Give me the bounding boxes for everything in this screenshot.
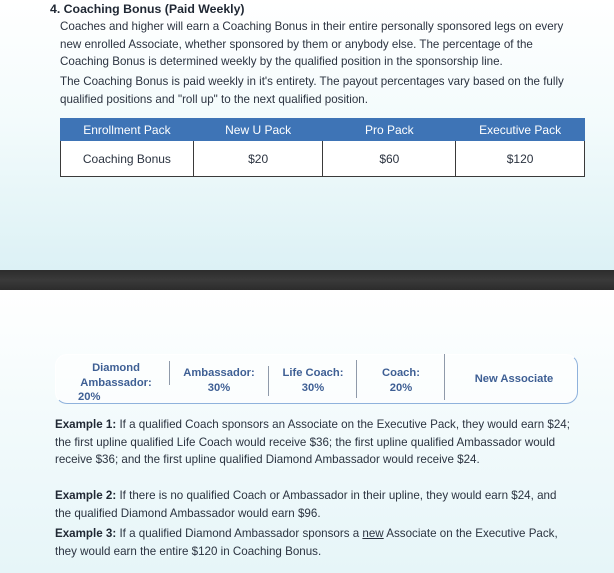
cell-executive-amount: $120 (456, 141, 585, 177)
header-new-u-pack: New U Pack (193, 119, 323, 141)
rank-separator (268, 366, 269, 396)
example-2 (55, 487, 575, 522)
rank-ambassador-title: Ambassador: (183, 367, 255, 379)
rank-coach-title: Coach: (382, 367, 420, 379)
rank-separator (444, 354, 445, 400)
intro-paragraph: Coaches and higher will earn a Coaching Bonus in their entire personally sponsored legs on every new enrolled Associate, whether sponsored by them or anybody else. The percentage of the Coaching Bonus is determined weekly by the qualified position in the sponsorship line. (60, 20, 564, 69)
table-header-row (61, 119, 585, 141)
example-3-text-end: Associate on the Executive Pack, they would earn the entire $120 in Coaching Bonus. (55, 527, 558, 558)
rank-diamond-ambassador (72, 361, 160, 405)
payout-paragraph: The Coaching Bonus is paid weekly in it's entirety. The payout percentages vary based on the fully qualified positions and "roll up" to the next qualified position. (60, 75, 564, 106)
cell-pro-amount: $60 (323, 141, 456, 177)
example-1 (55, 416, 575, 469)
header-executive-pack: Executive Pack (456, 119, 585, 141)
rank-ambassador-percent: 30% (207, 381, 231, 394)
header-enrollment-pack: Enrollment Pack (61, 119, 194, 141)
example-2-label: Example 2: (55, 489, 117, 502)
rank-separator (356, 360, 357, 398)
example-3 (55, 525, 575, 560)
header-pro-pack: Pro Pack (323, 119, 456, 141)
rank-separator (169, 361, 170, 385)
example-3-text-start: If a qualified Diamond Ambassador sponsors a (116, 527, 363, 540)
coaching-bonus-table (60, 118, 585, 177)
table-row (61, 141, 585, 177)
rank-coach (368, 366, 434, 395)
rank-life-coach (276, 366, 350, 395)
example-3-underlined-word: new (362, 527, 384, 540)
page-divider (0, 270, 614, 290)
example-2-text: If there is no qualified Coach or Ambassador in their upline, they would earn $24, and the qualified Diamond Ambassador would earn $96. (55, 489, 557, 520)
cell-new-u-amount: $20 (193, 141, 323, 177)
rank-life-coach-title: Life Coach: (282, 367, 344, 379)
rank-life-coach-percent: 30% (301, 381, 325, 394)
section-heading: 4. Coaching Bonus (Paid Weekly) (50, 2, 245, 16)
example-1-text: If a qualified Coach sponsors an Associate on the Executive Pack, they would earn $24; the first upline qualified Life Coach would receive $36; the first upline qualified Ambassador would receive $36; and the first upline qualified Diamond Ambassador would receive $24. (55, 418, 570, 467)
rank-diamond-percent: 20% (78, 391, 101, 403)
rank-diamond-title: Diamond Ambassador: (80, 362, 152, 389)
example-3-label: Example 3: (55, 527, 117, 540)
rank-new-associate: New Associate (474, 373, 554, 385)
rank-ambassador (178, 366, 260, 395)
rank-coach-percent: 20% (389, 381, 413, 394)
cell-coaching-bonus-label: Coaching Bonus (61, 141, 194, 177)
example-1-label: Example 1: (55, 418, 117, 431)
